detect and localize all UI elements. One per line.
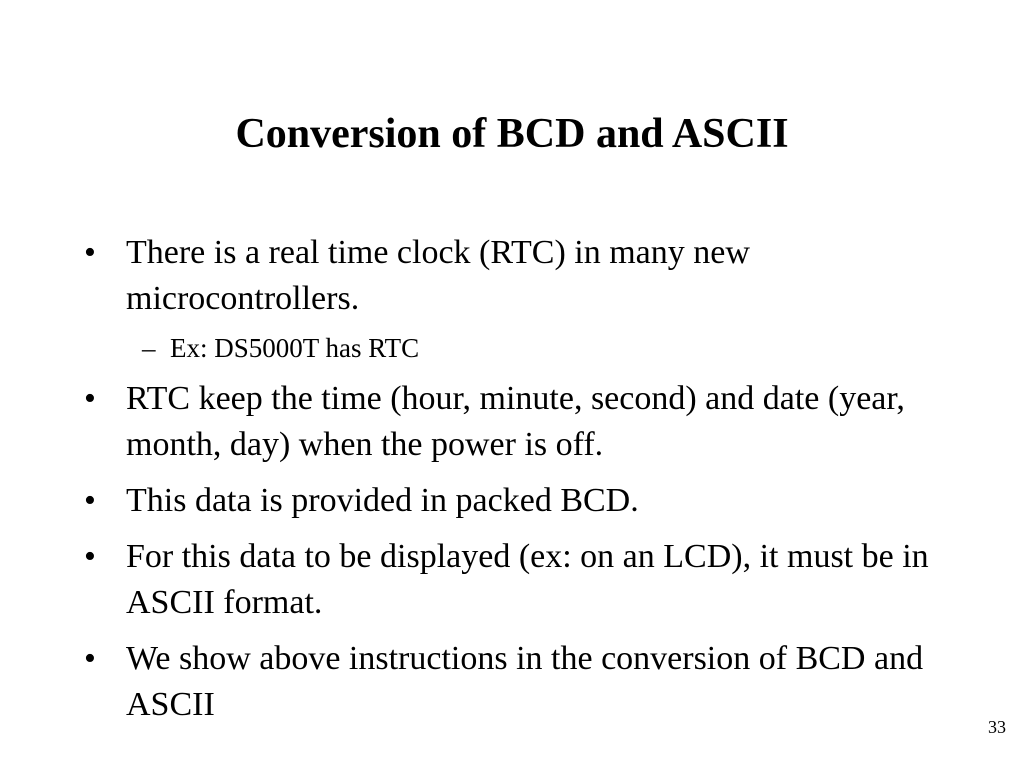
sub-bullet-item <box>84 330 964 366</box>
bullet-text: We show above instructions in the conversion of BCD and ASCII <box>126 640 924 723</box>
bullet-text: For this data to be displayed (ex: on an LCD), it must be in ASCII format. <box>126 538 929 621</box>
bullet-item <box>84 534 964 626</box>
bullet-item <box>84 478 964 524</box>
slide-body <box>84 230 964 738</box>
bullet-item <box>84 376 964 468</box>
bullet-marker: • <box>84 482 96 519</box>
bullet-text: RTC keep the time (hour, minute, second) and date (year, month, day) when the power is off. <box>126 380 905 463</box>
bullet-text: There is a real time clock (RTC) in many new microcontrollers. <box>126 234 750 317</box>
bullet-marker: • <box>84 538 96 575</box>
bullet-marker: • <box>84 380 96 417</box>
bullet-marker: • <box>84 234 96 271</box>
sub-bullet-marker: – <box>142 333 156 363</box>
slide-title: Conversion of BCD and ASCII <box>235 111 789 157</box>
page-number: 33 <box>988 717 1006 737</box>
bullet-item <box>84 230 964 322</box>
sub-bullet-text: Ex: DS5000T has RTC <box>170 333 420 363</box>
bullet-item <box>84 636 964 728</box>
bullet-marker: • <box>84 640 96 677</box>
bullet-text: This data is provided in packed BCD. <box>126 482 639 519</box>
